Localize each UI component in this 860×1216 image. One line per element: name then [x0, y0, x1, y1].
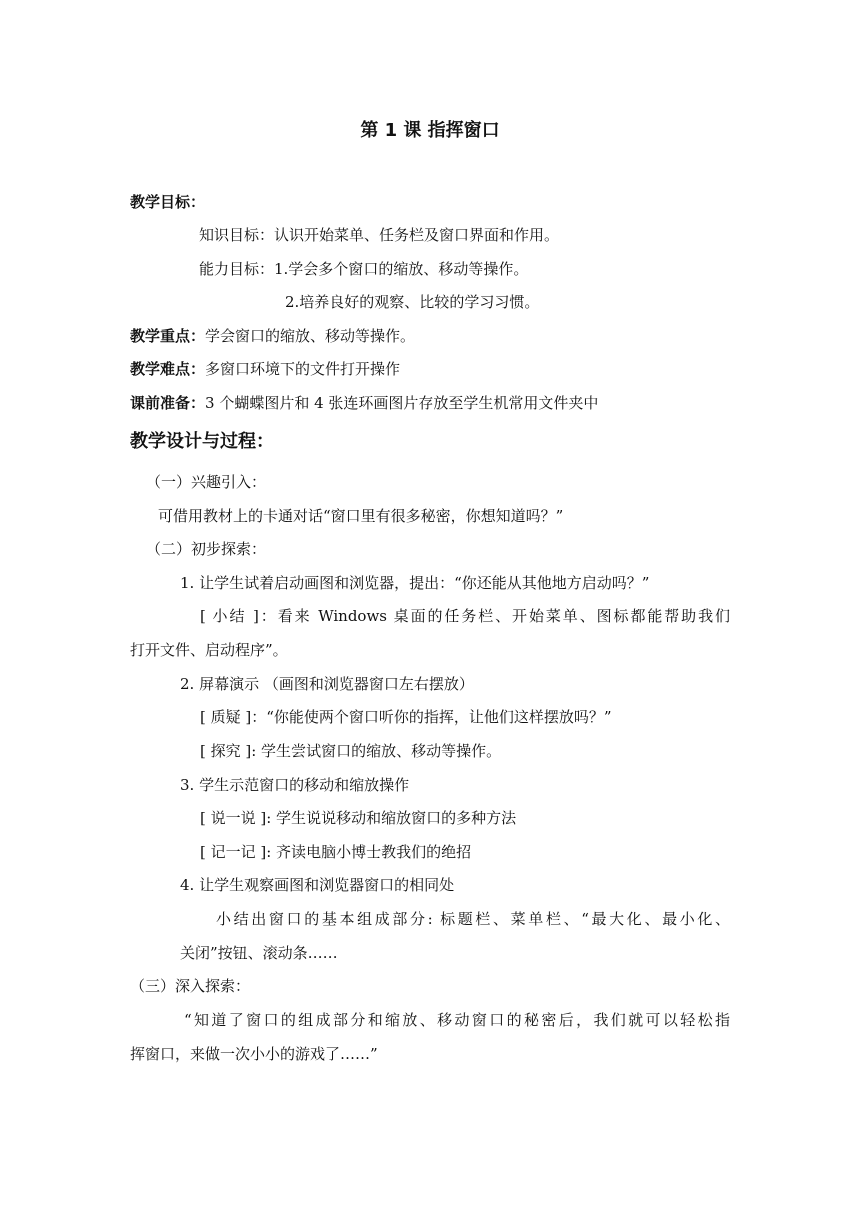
key-point-text: 学会窗口的缩放、移动等操作。 — [205, 327, 416, 345]
section-1-heading: （一）兴趣引入： — [146, 473, 267, 491]
design-heading: 教学设计与过程： — [130, 431, 274, 452]
section-3-heading: （三）深入探索： — [130, 977, 251, 995]
key-point — [130, 326, 415, 346]
item-2-explore: [ 探究 ]: 学生尝试窗口的缩放、移动等操作。 — [200, 742, 502, 760]
item-4-summary-line-1: 小结出窗口的基本组成部分: 标题栏、菜单栏、“最大化、最小化、 — [216, 910, 730, 928]
difficulty — [130, 359, 400, 379]
item-3-note: [ 记一记 ]: 齐读电脑小博士教我们的绝招 — [200, 843, 472, 861]
difficulty-text: 多窗口环境下的文件打开操作 — [205, 360, 401, 378]
page-title: 第 1 课 指挥窗口 — [360, 120, 500, 141]
item-1-summary-line-1: [ 小结 ]：看来 Windows 桌面的任务栏、开始菜单、图标都能帮助我们 — [200, 607, 730, 625]
item-4-summary-line-2: 关闭”按钮、滚动条…… — [180, 944, 338, 962]
list-item-4: 4. 让学生观察画图和浏览器窗口的相同处 — [180, 876, 455, 894]
preparation-label: 课前准备： — [130, 394, 206, 412]
knowledge-goal: 知识目标：认识开始菜单、任务栏及窗口界面和作用。 — [199, 226, 560, 244]
goals-heading: 教学目标： — [130, 193, 206, 211]
item-1-summary-line-2: 打开文件、启动程序”。 — [130, 641, 288, 659]
key-point-label: 教学重点： — [130, 327, 206, 345]
section-3-text-line-2: 挥窗口，来做一次小小的游戏了……” — [130, 1045, 378, 1063]
list-item-1: 1. 让学生试着启动画图和浏览器，提出：“你还能从其他地方启动吗？” — [180, 574, 650, 592]
item-2-question: [ 质疑 ]：“你能使两个窗口听你的指挥，让他们这样摆放吗？” — [200, 708, 612, 726]
section-1-text: 可借用教材上的卡通对话“窗口里有很多秘密，你想知道吗？” — [158, 507, 564, 525]
list-item-2: 2. 屏幕演示 （画图和浏览器窗口左右摆放） — [180, 675, 474, 693]
ability-goal-1: 能力目标：1.学会多个窗口的缩放、移动等操作。 — [199, 260, 529, 278]
preparation-text: 3 个蝴蝶图片和 4 张连环画图片存放至学生机常用文件夹中 — [205, 394, 599, 412]
preparation — [130, 393, 598, 413]
difficulty-label: 教学难点： — [130, 360, 206, 378]
list-item-3: 3. 学生示范窗口的移动和缩放操作 — [180, 776, 410, 794]
section-3-text-line-1: “知道了窗口的组成部分和缩放、移动窗口的秘密后，我们就可以轻松指 — [184, 1011, 730, 1029]
ability-goal-2: 2.培养良好的观察、比较的学习习惯。 — [285, 293, 540, 311]
item-3-say: [ 说一说 ]: 学生说说移动和缩放窗口的多种方法 — [200, 809, 517, 827]
section-2-heading: （二）初步探索： — [146, 540, 267, 558]
